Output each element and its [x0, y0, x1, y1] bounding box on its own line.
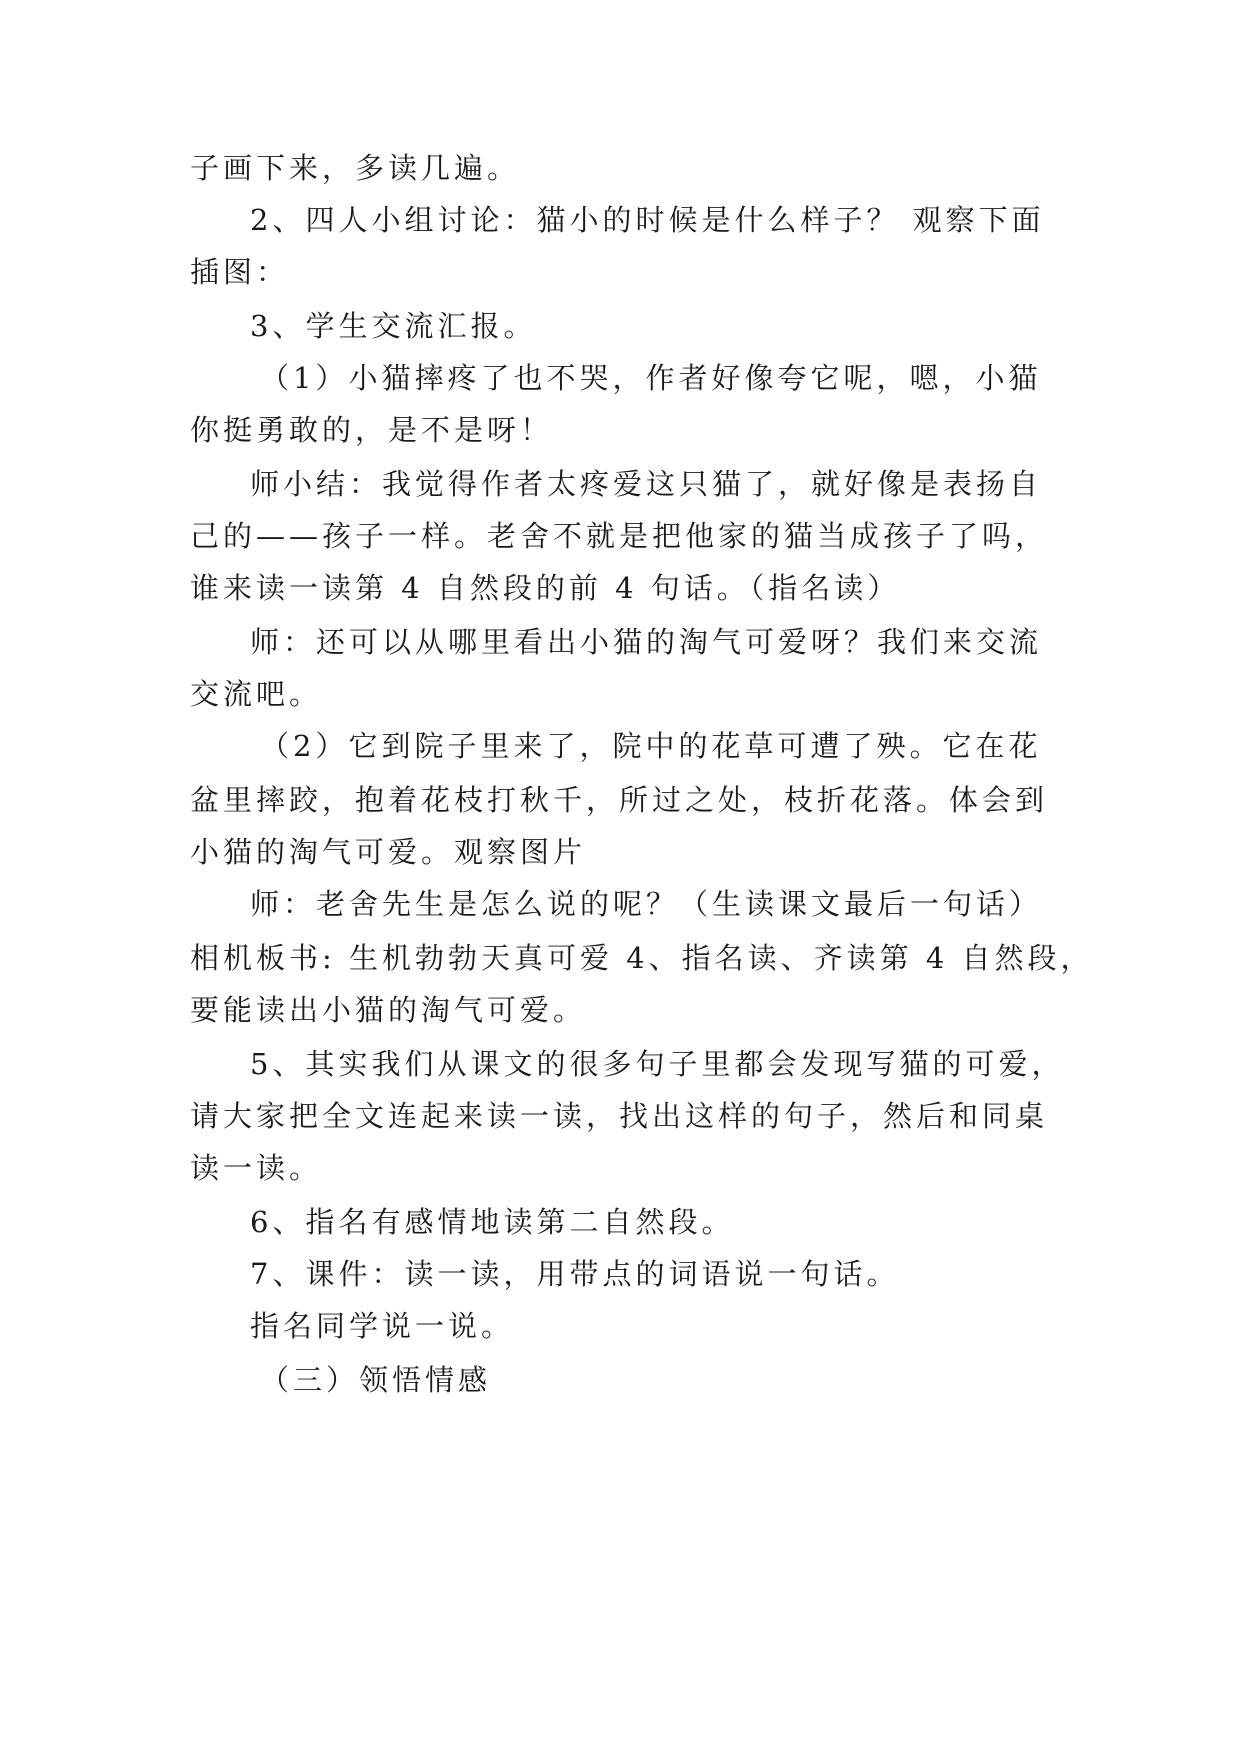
- text-line-13: 盆里摔跤，抱着花枝打秋千，所过之处，枝折花落。体会到: [190, 783, 1049, 817]
- text-line-11: 交流吧。: [190, 677, 323, 711]
- text-line-23: 指名同学说一说。: [250, 1309, 515, 1343]
- text-line-19: 请大家把全文连起来读一读，找出这样的句子，然后和同桌: [190, 1099, 1049, 1133]
- text-line-6: 你挺勇敢的，是不是呀！: [190, 413, 554, 447]
- text-line-18: 5、其实我们从课文的很多句子里都会发现写猫的可爱，: [250, 1047, 1065, 1081]
- text-line-15: 师：老舍先生是怎么说的呢？（生读课文最后一句话）: [250, 887, 1043, 921]
- text-line-20: 读一读。: [190, 1151, 323, 1185]
- text-line-22: 7、课件：读一读，用带点的词语说一句话。: [250, 1257, 900, 1291]
- text-line-16: 相机板书: 生机勃勃天真可爱 4、指名读、齐读第 4 自然段，: [190, 941, 1094, 975]
- text-line-2: 2、四人小组讨论：猫小的时候是什么样子？ 观察下面: [250, 203, 1045, 237]
- text-line-24: （三）领悟情感: [260, 1363, 492, 1397]
- text-line-1: 子画下来，多读几遍。: [190, 151, 521, 185]
- text-line-21: 6、指名有感情地读第二自然段。: [250, 1205, 735, 1239]
- text-line-4: 3、学生交流汇报。: [250, 309, 537, 343]
- text-line-5: （1）小猫摔疼了也不哭，作者好像夸它呢，嗯，小猫: [260, 361, 1042, 395]
- text-line-12: （2）它到院子里来了，院中的花草可遭了殃。它在花: [260, 729, 1042, 763]
- text-line-10: 师：还可以从哪里看出小猫的淘气可爱呀？我们来交流: [250, 625, 1043, 659]
- text-line-14: 小猫的淘气可爱。观察图片: [190, 835, 587, 869]
- text-line-3: 插图：: [190, 255, 290, 289]
- text-line-17: 要能读出小猫的淘气可爱。: [190, 993, 587, 1027]
- text-line-9: 谁来读一读第 4 自然段的前 4 句话。（指名读）: [190, 571, 901, 605]
- text-line-7: 师小结：我觉得作者太疼爱这只猫了，就好像是表扬自: [250, 467, 1043, 501]
- text-line-8: 己的——孩子一样。老舍不就是把他家的猫当成孩子了吗，: [190, 519, 1049, 553]
